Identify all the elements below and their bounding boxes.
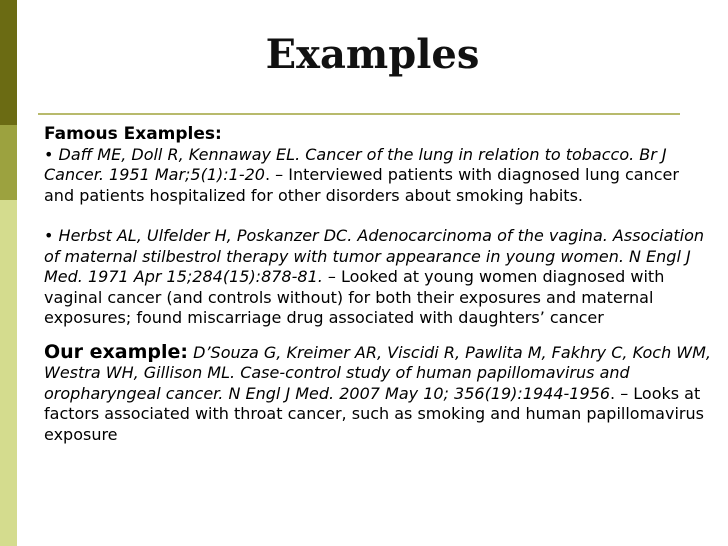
accent-bar-mid-segment — [0, 125, 17, 200]
example-2 — [44, 226, 714, 329]
example-1-description: . – Interviewed patients with diagnosed lung cancer and patients hospitalized for other disorders about smoking habits. — [44, 165, 679, 205]
accent-bar-light-segment — [0, 200, 17, 546]
left-accent-bar — [0, 0, 17, 546]
our-example — [44, 342, 714, 446]
bullet: • — [44, 226, 54, 245]
accent-bar-dark-segment — [0, 0, 17, 125]
example-1 — [44, 145, 714, 207]
slide-title: Examples — [265, 31, 480, 78]
our-example-citation: D’Souza G, Kreimer AR, Viscidi R, Pawlita M, Fakhry C, Koch WM, Westra WH, Gillison ML. Case-control study of human papillomavirus and oropharyngeal cancer. N Engl J Med. 2007 May 10; 356(19):1944-1956 — [44, 342, 712, 403]
famous-examples-heading: Famous Examples: — [44, 124, 222, 144]
title-divider — [38, 113, 680, 115]
slide-body — [44, 124, 714, 445]
bullet: • — [44, 144, 54, 164]
example-1-citation: Daff ME, Doll R, Kennaway EL. Cancer of the lung in relation to tobacco. Br J Cancer. 1951 Mar;5(1):1-20 — [44, 144, 667, 184]
example-2-description: – Looked at young women diagnosed with vaginal cancer (and controls without) for both their exposures and maternal exposures; found miscarriage drug associated with daughters’ cancer — [44, 267, 665, 327]
our-example-description: . – Looks at factors associated with throat cancer, such as smoking and human papillomavirus exposure — [44, 383, 704, 444]
spacer — [44, 206, 714, 226]
our-example-label: Our example: — [44, 340, 189, 363]
example-2-citation: Herbst AL, Ulfelder H, Poskanzer DC. Adenocarcinoma of the vagina. Association of maternal stilbestrol therapy with tumor appearance in young women. N Engl J Med. 1971 Apr 15;284(15):878-81. — [44, 226, 705, 286]
